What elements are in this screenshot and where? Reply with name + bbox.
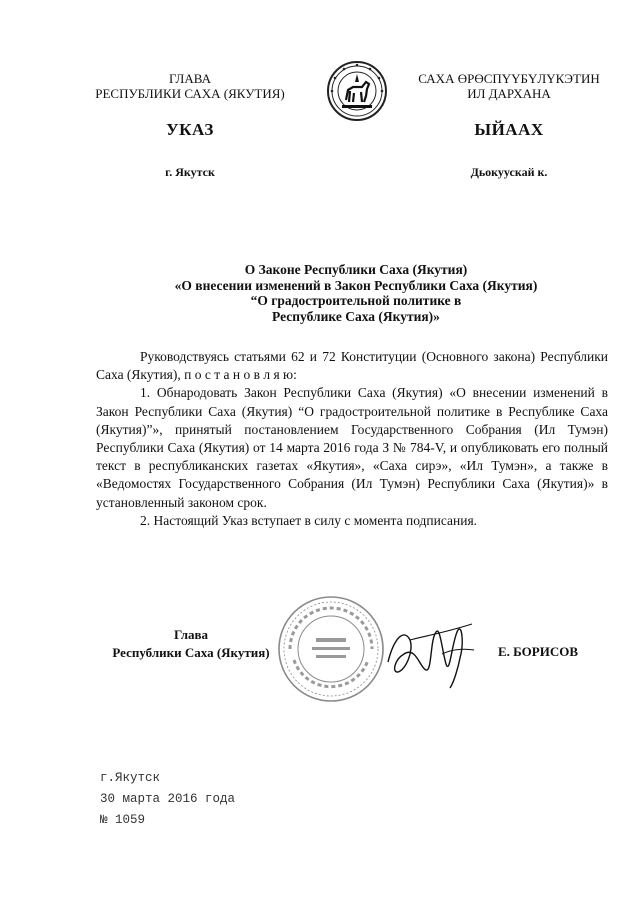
intro-paragraph: Руководствуясь статьями 62 и 72 Конституции (Основного закона) Республики Саха (Якутия), п о с т а н о в л я ю: <box>96 349 608 383</box>
document-title <box>96 262 616 324</box>
header-left-line1: ГЛАВА <box>169 71 211 86</box>
header-right <box>398 71 620 101</box>
title-line4: Республике Саха (Якутия)» <box>272 308 440 324</box>
title-line2: «О внесении изменений в Закон Республики Саха (Якутия) <box>174 277 538 293</box>
signatory-name: Е. БОРИСОВ <box>498 644 579 659</box>
header-left-line2: РЕСПУБЛИКИ САХА (ЯКУТИЯ) <box>95 86 285 101</box>
handwritten-signature-icon <box>380 610 480 690</box>
title-line1: О Законе Республики Саха (Якутия) <box>244 262 468 277</box>
header-right-line2: ИЛ ДАРХАНА <box>467 86 551 101</box>
title-line3: “О градостроительной политике в <box>250 293 462 308</box>
header-right-line1: САХА ӨРӨСПҮҮБҮЛҮКЭТИН <box>418 71 600 86</box>
item-1-paragraph: 1. Обнародовать Закон Республики Саха (Якутия) «О внесении изменений в Закон Республики Саха (Якутия) “О градостроительной политике в Республике Саха (Якутия)”», принятый постановлением Государственного Собрания (Ил Тумэн) Республики Саха (Якутия) от 14 марта 2016 года З № 784-V, и опубликовать его полный текст в республиканских газетах «Якутия», «Саха сирэ», «Ил Тумэн», а также в «Ведомостях Государственного Собрания (Ил Тумэн) Республики Саха (Якутия)» в установленный законом срок. <box>96 385 608 510</box>
official-seal-icon <box>276 594 386 704</box>
footer-date: 30 марта 2016 года <box>100 792 236 806</box>
header-left <box>80 71 300 101</box>
signatory-title-line1: Глава <box>173 627 209 642</box>
decree-body <box>96 348 608 530</box>
item-2-paragraph: 2. Настоящий Указ вступает в силу с момента подписания. <box>140 512 478 528</box>
decree-label-ru: УКАЗ <box>166 120 214 139</box>
footer-number: № 1059 <box>100 813 146 827</box>
city-ru: г. Якутск <box>165 165 215 179</box>
city-sah: Дьокуускай к. <box>470 165 548 179</box>
footer-city: г.Якутск <box>100 771 161 785</box>
signatory-title-line2: Республики Саха (Якутия) <box>112 645 270 660</box>
decree-label-sah: ЫЙААХ <box>474 120 544 139</box>
footer-block <box>100 768 235 831</box>
coat-of-arms-icon <box>326 60 388 122</box>
signatory-title <box>96 626 286 662</box>
